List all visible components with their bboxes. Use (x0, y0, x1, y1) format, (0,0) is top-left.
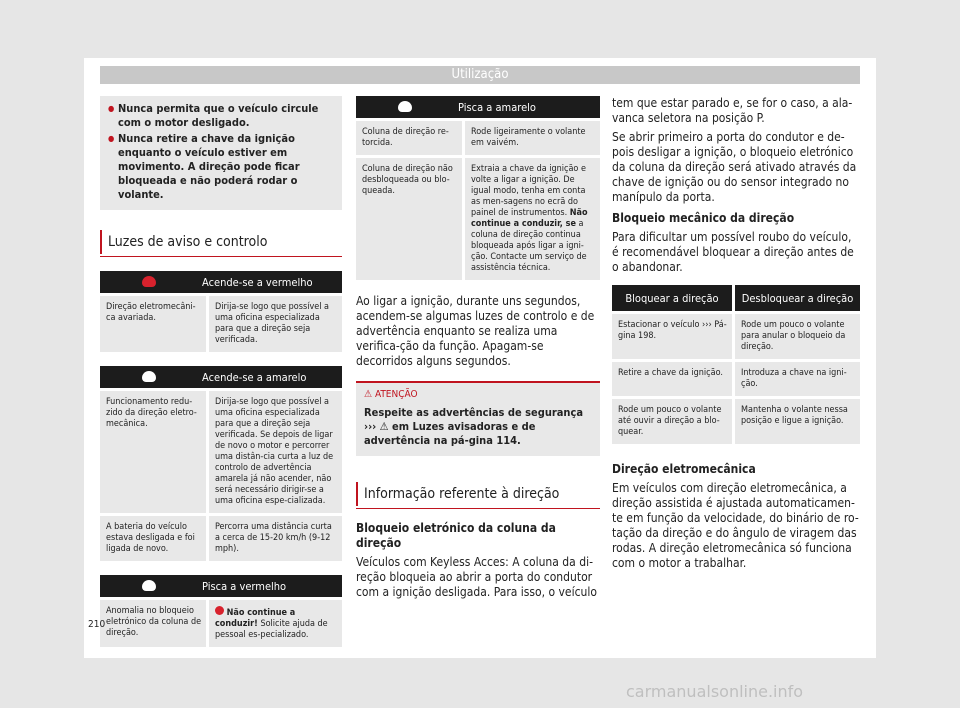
steering-warning-yellow-icon (142, 371, 156, 382)
table-cell: Estacionar o veículo ››› Pá-gina 198. (612, 313, 734, 361)
table-header: Pisca a amarelo (458, 100, 536, 114)
warning-item: ● Nunca permita que o veículo circule com o motor desligado. (108, 102, 334, 130)
page-number: 210 (88, 619, 106, 630)
steering-blink-yellow-icon (398, 101, 412, 112)
table-cell: Dirija-se logo que possível a uma oficina especializada para que a direção seja verificada. Se depois de ligar de novo o motor e percorrer uma distân-cia curta a luz de controlo de advertência amarela já não acender, não será necessário dirigir-se a uma oficina espe-cializada. (208, 390, 343, 515)
subheading: Direção eletromecânica (612, 462, 756, 476)
table-cell: Anomalia no bloqueio eletrónico da coluna de direção. (100, 599, 208, 648)
table-cell: Rode ligeiramente o volante em vaivém. (464, 120, 601, 157)
table-header: Acende-se a vermelho (202, 275, 313, 289)
table-cell: Direção eletromecâni-ca avariada. (100, 295, 208, 353)
table-cell: Mantenha o volante nessa posição e ligue a ignição. (734, 398, 861, 445)
table-cell: A bateria do veículo estava desligada e foi ligada de novo. (100, 515, 208, 562)
table-header: Pisca a vermelho (202, 579, 287, 593)
section-title: Informação referente à direção (364, 486, 560, 502)
attention-label: ATENÇÃO (374, 389, 418, 400)
table-cell: Rode um pouco o volante para anular o bloqueio da direção. (734, 313, 861, 361)
lock-table (612, 285, 860, 444)
table-cell: Dirija-se logo que possível a uma oficina especializada para que a direção seja verificada. (208, 295, 343, 353)
table-row (100, 515, 342, 562)
subheading: Bloqueio eletrónico da coluna da direção (356, 521, 556, 550)
table-cell: Rode um pouco o volante até ouvir a direção a blo-quear. (612, 398, 734, 445)
page-header: Utilização (100, 66, 860, 84)
paragraph: Em veículos com direção eletromecânica, a direção assistida é ajustada automaticamen-te em função da velocidade, do binário de ro-tação da direção e do ângulo de viragem das rodas. A direção eletromecânica só funciona com o motor a trabalhar. (612, 481, 859, 570)
subheading: Bloqueio mecânico da direção (612, 211, 795, 225)
column-left (100, 96, 342, 647)
table-row (612, 398, 860, 445)
table-cell: Retire a chave da ignição. (612, 361, 734, 398)
table-row (100, 295, 342, 353)
table-row (356, 157, 600, 281)
attention-text: Respeite as advertências de segurança ››› ⚠ em Luzes avisadoras e de advertência na pá-gina 114. (364, 406, 584, 447)
cell-text: Extraia a chave da ignição e volte a ligar a ignição. De igual modo, tenha em conta as men-sagens no ecrã do painel de instrumentos. (471, 164, 586, 218)
bold-text: Não continue a conduzir! (215, 608, 296, 629)
attention-heading (364, 389, 592, 400)
table-cell: Coluna de direção re-torcida. (356, 120, 464, 157)
section-heading (100, 234, 342, 257)
stop-icon (215, 606, 224, 615)
paragraph: Para dificultar um possível roubo do veículo, é recomendável bloquear a direção antes de o abandonar. (612, 230, 854, 274)
table-header: Desbloquear a direção (734, 285, 861, 313)
table-header: Bloquear a direção (612, 285, 734, 313)
table-row (612, 361, 860, 398)
table-red (100, 271, 342, 352)
bold-text: Não continue a conduzir, se (471, 208, 588, 229)
table-row (356, 120, 600, 157)
attention-box (356, 381, 600, 456)
table-blink-yellow (356, 96, 600, 280)
table-header: Acende-se a amarelo (202, 370, 307, 384)
table-blink-red (100, 575, 342, 647)
table-row (100, 390, 342, 515)
watermark-logo: carmanualsonline.info (626, 682, 804, 701)
table-cell: Coluna de direção não desbloqueada ou blo-queada. (356, 157, 464, 281)
header-spacer (84, 66, 100, 84)
warning-item: ● Nunca retire a chave da ignição enquanto o veículo estiver em movimento. A direção pode ficar bloqueada e não poderá rodar o volante. (108, 132, 334, 202)
table-cell (208, 599, 343, 648)
section-title: Luzes de aviso e controlo (108, 234, 268, 250)
section-heading (356, 486, 600, 509)
paragraph: Se abrir primeiro a porta do condutor e de-pois desligar a ignição, o bloqueio eletrónico da coluna da direção será ativado através da chave de ignição ou do sensor integrado no manípulo da porta. (612, 130, 857, 204)
table-cell (464, 157, 601, 281)
table-row (612, 313, 860, 361)
paragraph: Veículos com Keyless Acces: A coluna da di-reção bloqueia ao abrir a porta do condutor com a ignição desligada. Para isso, o veículo (356, 555, 597, 599)
steering-blink-red-icon (142, 580, 156, 591)
table-cell: Introduza a chave na igni-ção. (734, 361, 861, 398)
cell-text: Solicite ajuda de pessoal es-pecializado. (215, 619, 328, 640)
table-cell: Funcionamento redu-zido da direção eletro-mecânica. (100, 390, 208, 515)
table-cell: Percorra uma distância curta a cerca de 15-20 km/h (9-12 mph). (208, 515, 343, 562)
cell-text: a coluna de direção continua bloqueada após ligar a igni-ção. Contacte um serviço de assistência técnica. (471, 219, 587, 273)
steering-warning-red-icon (142, 276, 156, 287)
warning-box (100, 96, 342, 210)
intro-paragraph: Ao ligar a ignição, durante uns segundos, acendem-se algumas luzes de controlo e de advertência enquanto se realiza uma verifica-ção da função. Apagam-se decorridos alguns segundos. (356, 294, 595, 368)
column-right (612, 96, 860, 571)
table-row (100, 599, 342, 648)
warning-triangle-icon: ⚠ (364, 389, 373, 400)
table-yellow (100, 366, 342, 561)
column-middle (356, 96, 600, 600)
paragraph: tem que estar parado e, se for o caso, a ala-vanca seletora na posição P. (612, 96, 853, 125)
